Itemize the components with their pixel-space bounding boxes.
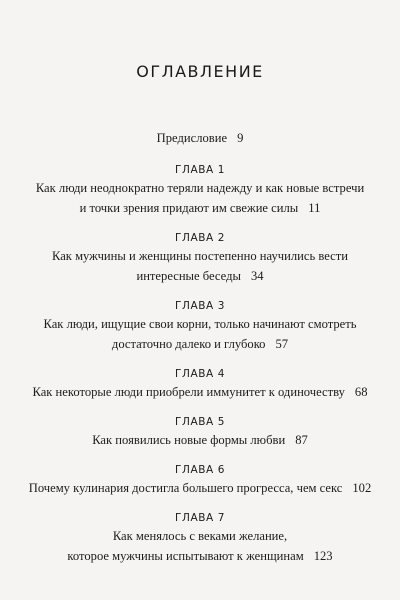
chapter-title-line: Как люди неоднократно теряли надежду и как новые встречи xyxy=(35,181,365,195)
chapter-title-line xyxy=(0,478,400,498)
chapter-title-line xyxy=(0,382,400,402)
toc-entry-chapter-5 xyxy=(0,414,400,450)
toc-entry-chapter-3 xyxy=(0,298,400,354)
toc-entry-chapter-4 xyxy=(0,366,400,402)
chapter-page-number: 11 xyxy=(308,201,321,215)
chapter-title-line xyxy=(0,334,400,354)
chapter-page-number: 57 xyxy=(275,337,289,351)
chapter-title-line xyxy=(0,198,400,218)
chapter-title-text: интересные беседы xyxy=(136,269,241,283)
chapter-page-number: 34 xyxy=(250,269,264,283)
chapter-heading: ГЛАВА 3 xyxy=(174,300,226,312)
chapter-title-text: Почему кулинария достигла большего прогресса, чем секс xyxy=(28,481,343,495)
chapter-page-number: 68 xyxy=(354,385,368,399)
page-title: ОГЛАВЛЕНИЕ xyxy=(136,62,264,81)
chapter-page-number: 123 xyxy=(313,549,333,563)
preface-label: Предисловие xyxy=(156,131,228,145)
toc-entry-chapter-7 xyxy=(0,510,400,566)
toc-entry-chapter-2 xyxy=(0,230,400,286)
chapter-heading: ГЛАВА 1 xyxy=(174,164,226,176)
chapter-heading: ГЛАВА 5 xyxy=(174,416,226,428)
chapter-title-text: достаточно далеко и глубоко xyxy=(111,337,266,351)
toc-entry-chapter-6 xyxy=(0,462,400,498)
chapter-title-text: и точки зрения придают им свежие силы xyxy=(79,201,299,215)
chapter-title-line: Как люди, ищущие свои корни, только начинают смотреть xyxy=(43,317,357,331)
chapter-title-line xyxy=(0,430,400,450)
chapter-title-text: Как появились новые формы любви xyxy=(92,433,286,447)
table-of-contents xyxy=(0,128,400,578)
preface-page-number: 9 xyxy=(237,131,244,145)
toc-entry-preface xyxy=(0,128,400,148)
chapter-heading: ГЛАВА 2 xyxy=(174,232,226,244)
chapter-title-text: которое мужчины испытывают к женщинам xyxy=(67,549,304,563)
toc-entry-chapter-1 xyxy=(0,162,400,218)
chapter-title-line xyxy=(0,546,400,566)
chapter-page-number: 87 xyxy=(295,433,308,447)
chapter-heading: ГЛАВА 6 xyxy=(174,464,226,476)
chapter-heading: ГЛАВА 7 xyxy=(174,512,226,524)
chapter-title-line xyxy=(0,266,400,286)
chapter-page-number: 102 xyxy=(352,481,372,495)
chapter-title-text: Как некоторые люди приобрели иммунитет к одиночеству xyxy=(32,385,345,399)
chapter-title-line: Как мужчины и женщины постепенно научились вести xyxy=(51,249,348,263)
chapter-title-line: Как менялось с веками желание, xyxy=(112,529,288,543)
chapter-heading: ГЛАВА 4 xyxy=(174,368,226,380)
